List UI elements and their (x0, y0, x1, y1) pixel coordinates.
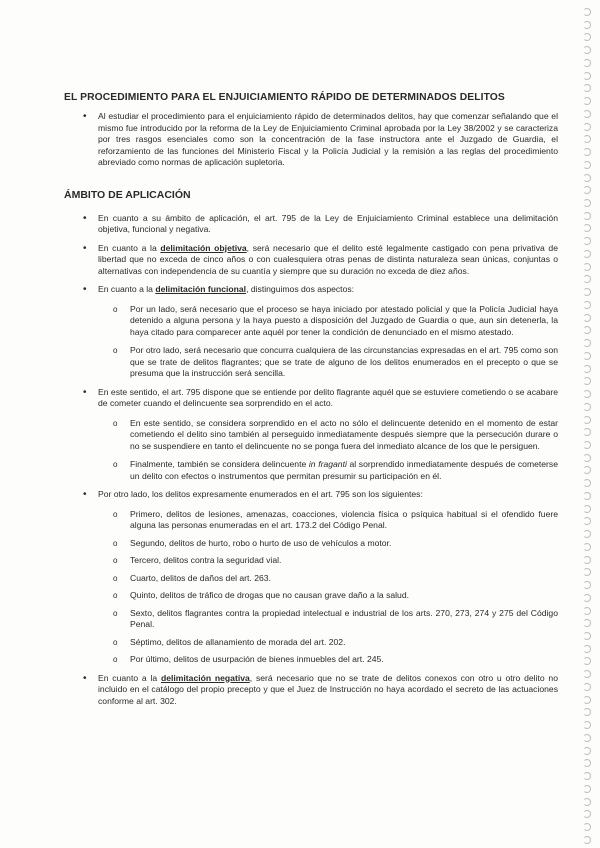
bullet-scope: • En cuanto a su ámbito de aplicación, el art. 795 de la Ley de Enjuiciamiento Criminal establece una delimitación objetiva, funcional y negativa. (64, 213, 558, 236)
binder-ring (583, 326, 591, 334)
binder-ring (583, 836, 591, 844)
binder-ring (583, 377, 591, 385)
binder-ring (583, 645, 591, 653)
binder-ring (583, 517, 591, 525)
binder-ring (583, 721, 591, 729)
binder-ring (583, 161, 591, 169)
binder-ring (583, 123, 591, 131)
enumerated-item: o Primero, delitos de lesiones, amenazas, coacciones, violencia física o psíquica habitual si el ofendido fuere alguna las personas enumeradas en el art. 173.2 del Código Penal. (98, 509, 558, 532)
functional-sub-1: o Por un lado, será necesario que el proceso se haya iniciado por atestado policial y que la Policía Judicial haya detenido a alguna persona y la haya puesto a disposición del Juzgado de Guardia o que, aun sin detenerla, la haya citado para comparecer ante aquél por tener la condición de denunciado en el mismo atestado. (98, 304, 558, 339)
binder-ring (583, 186, 591, 194)
term-functional: delimitación funcional (155, 284, 247, 294)
enumerated-sublist (98, 509, 558, 666)
binder-ring (583, 696, 591, 704)
binder-ring (583, 199, 591, 207)
bullet-functional: • En cuanto a la delimitación funcional, distinguimos dos aspectos: o Por un lado, será necesario que el proceso se haya iniciado por atestado policial y que la Policía Judicial haya detenido a alguna persona y la haya puesto a disposición del Juzgado de Guardia o que, aun sin detenerla, la haya citado para comparecer ante aquél por tener la condición de denunciado en el mismo atestado. o Por otro lado, será necesario que concurra cualquiera de las circunstancias expresadas en el art. 795 como son que se trate de delitos flagrantes; que se trate de alguno de los delitos enumerados en el precepto o que se presuma que la instrucción será sencilla. (64, 284, 558, 380)
binder-ring (583, 441, 591, 449)
binder-ring (583, 683, 591, 691)
binder-ring (583, 810, 591, 818)
binder-ring (583, 798, 591, 806)
binder-rings (580, 8, 594, 844)
binder-ring (583, 224, 591, 232)
enumerated-item: o Segundo, delitos de hurto, robo o hurto de uso de vehículos a motor. (98, 538, 558, 550)
binder-ring (583, 174, 591, 182)
enumerated-item: o Cuarto, delitos de daños del art. 263. (98, 573, 558, 585)
binder-ring (583, 275, 591, 283)
document-body (64, 92, 558, 714)
binder-ring (583, 670, 591, 678)
binder-ring (583, 619, 591, 627)
binder-ring (583, 543, 591, 551)
binder-ring (583, 84, 591, 92)
binder-ring (583, 594, 591, 602)
binder-ring (583, 416, 591, 424)
binder-ring (583, 556, 591, 564)
binder-ring (583, 568, 591, 576)
binder-ring (583, 97, 591, 105)
binder-ring (583, 46, 591, 54)
binder-ring (583, 72, 591, 80)
binder-ring (583, 365, 591, 373)
binder-ring (583, 530, 591, 538)
binder-ring (583, 237, 591, 245)
term-negative: delimitación negativa (160, 672, 250, 683)
binder-ring (583, 823, 591, 831)
binder-ring (583, 110, 591, 118)
binder-ring (583, 250, 591, 258)
binder-ring (583, 390, 591, 398)
flagrant-sub-2: o Finalmente, también se considera delincuente in fraganti al sorprendido inmediatamente después de cometerse un delito con efectos o instrumentos que permitan presumir su participación en él. (98, 459, 558, 482)
binder-ring (583, 263, 591, 271)
bullet-objective: • En cuanto a la delimitación objetiva, será necesario que el delito esté legalmente castigado con pena privativa de libertad que no exceda de cinco años o con cualesquiera otras penas de distinta naturaleza sean únicas, conjuntas o alternativas con independencia de su cuantía y siempre que su duración no exceda de diez años. (64, 243, 558, 278)
binder-ring (583, 505, 591, 513)
scope-list (64, 213, 558, 708)
binder-ring (583, 772, 591, 780)
functional-sublist (98, 304, 558, 380)
binder-ring (583, 466, 591, 474)
binder-ring (583, 135, 591, 143)
binder-ring (583, 8, 591, 16)
binder-ring (583, 607, 591, 615)
bullet-negative: • En cuanto a la delimitación negativa, será necesario que no se trate de delitos conexos con otro u otro delito no incluido en el catálogo del propio precepto y que el Juez de Instrucción no haya acordado el secreto de las actuaciones conforme al art. 302. (64, 673, 558, 708)
binder-ring (583, 492, 591, 500)
binder-ring (583, 581, 591, 589)
binder-ring (583, 403, 591, 411)
binder-ring (583, 454, 591, 462)
binder-ring (583, 339, 591, 347)
intro-list (64, 111, 558, 169)
binder-ring (583, 428, 591, 436)
intro-paragraph: • Al estudiar el procedimiento para el enjuiciamiento rápido de determinados delitos, hay que comenzar señalando que el mismo fue introducido por la reforma de la Ley de Enjuiciamiento Criminal aprobada por la Ley 38/2002 y se caracteriza por tres rasgos esenciales como son la concentración de la fase instructora ante el Juzgado de Guardia, el reforzamiento de las funciones del Ministerio Fiscal y la Policía Judicial y la remisión a las reglas del procedimiento abreviado como normas de aplicación supletoria. (64, 111, 558, 169)
bullet-enumerated: • Por otro lado, los delitos expresamente enumerados en el art. 795 son los siguientes: o Primero, delitos de lesiones, amenazas, coacciones, violencia física o psíquica habitual si el ofendido fuere alguna las personas enumeradas en el art. 173.2 del Código Penal. o Segundo, delitos de hurto, robo o hurto de uso de vehículos a motor. o Tercero, delitos contra la seguridad vial. o Cuarto, delitos de daños del art. 263. o Quinto, delitos de tráfico de drogas que no causan grave daño a la salud. o Sexto, delitos flagrantes contra la propiedad intelectual e industrial de los arts. 270, 273, 274 y 275 del Código Penal. o Séptimo, delitos de allanamiento de morada del art. 202. o Por último, delitos de usurpación de bienes inmuebles del art. 245. (64, 489, 558, 666)
binder-ring (583, 785, 591, 793)
binder-ring (583, 21, 591, 29)
binder-ring (583, 212, 591, 220)
binder-ring (583, 479, 591, 487)
binder-ring (583, 314, 591, 322)
enumerated-item: o Por último, delitos de usurpación de bienes inmuebles del art. 245. (98, 654, 558, 666)
section-heading: ÁMBITO DE APLICACIÓN (64, 188, 191, 201)
binder-ring (583, 33, 591, 41)
binder-ring (583, 734, 591, 742)
bullet-flagrant: • En este sentido, el art. 795 dispone que se entiende por delito flagrante aquél que se estuviere cometiendo o se acabare de cometer cuando el delincuente sea sorprendido en el acto. o En este sentido, se considera sorprendido en el acto no sólo el delincuente detenido en el momento de estar cometiendo el delito sino también al perseguido inmediatamente después siempre que la persecución durare o no se suspendiere en tanto el delincuente no se ponga fuera del inmediato alcance de los que le persiguen. o Finalmente, también se considera delincuente in fraganti al sorprendido inmediatamente después de cometerse un delito con efectos o instrumentos que permitan presumir su participación en él. (64, 387, 558, 483)
flagrant-sub-1: o En este sentido, se considera sorprendido en el acto no sólo el delincuente detenido en el momento de estar cometiendo el delito sino también al perseguido inmediatamente después siempre que la persecución durare o no se suspendiere en tanto el delincuente no se ponga fuera del inmediato alcance de los que le persiguen. (98, 418, 558, 453)
functional-sub-2: o Por otro lado, será necesario que concurra cualquiera de las circunstancias expresadas en el art. 795 como son que se trate de delitos flagrantes; que se trate de alguno de los delitos enumerados en el precepto o que se presuma que la instrucción será sencilla. (98, 345, 558, 380)
binder-ring (583, 352, 591, 360)
binder-ring (583, 632, 591, 640)
term-objective: delimitación objetiva (160, 242, 247, 253)
enumerated-item: o Quinto, delitos de tráfico de drogas que no causan grave daño a la salud. (98, 590, 558, 602)
binder-ring (583, 657, 591, 665)
document-title: EL PROCEDIMIENTO PARA EL ENJUICIAMIENTO RÁPIDO DE DETERMINADOS DELITOS (64, 92, 505, 103)
binder-ring (583, 708, 591, 716)
binder-ring (583, 59, 591, 67)
enumerated-item: o Séptimo, delitos de allanamiento de morada del art. 202. (98, 637, 558, 649)
enumerated-item: o Sexto, delitos flagrantes contra la propiedad intelectual e industrial de los arts. 270, 273, 274 y 275 del Código Penal. (98, 608, 558, 631)
binder-ring (583, 148, 591, 156)
binder-ring (583, 288, 591, 296)
binder-ring (583, 759, 591, 767)
binder-ring (583, 747, 591, 755)
binder-ring (583, 301, 591, 309)
flagrant-sublist (98, 418, 558, 483)
enumerated-item: o Tercero, delitos contra la seguridad vial. (98, 555, 558, 567)
